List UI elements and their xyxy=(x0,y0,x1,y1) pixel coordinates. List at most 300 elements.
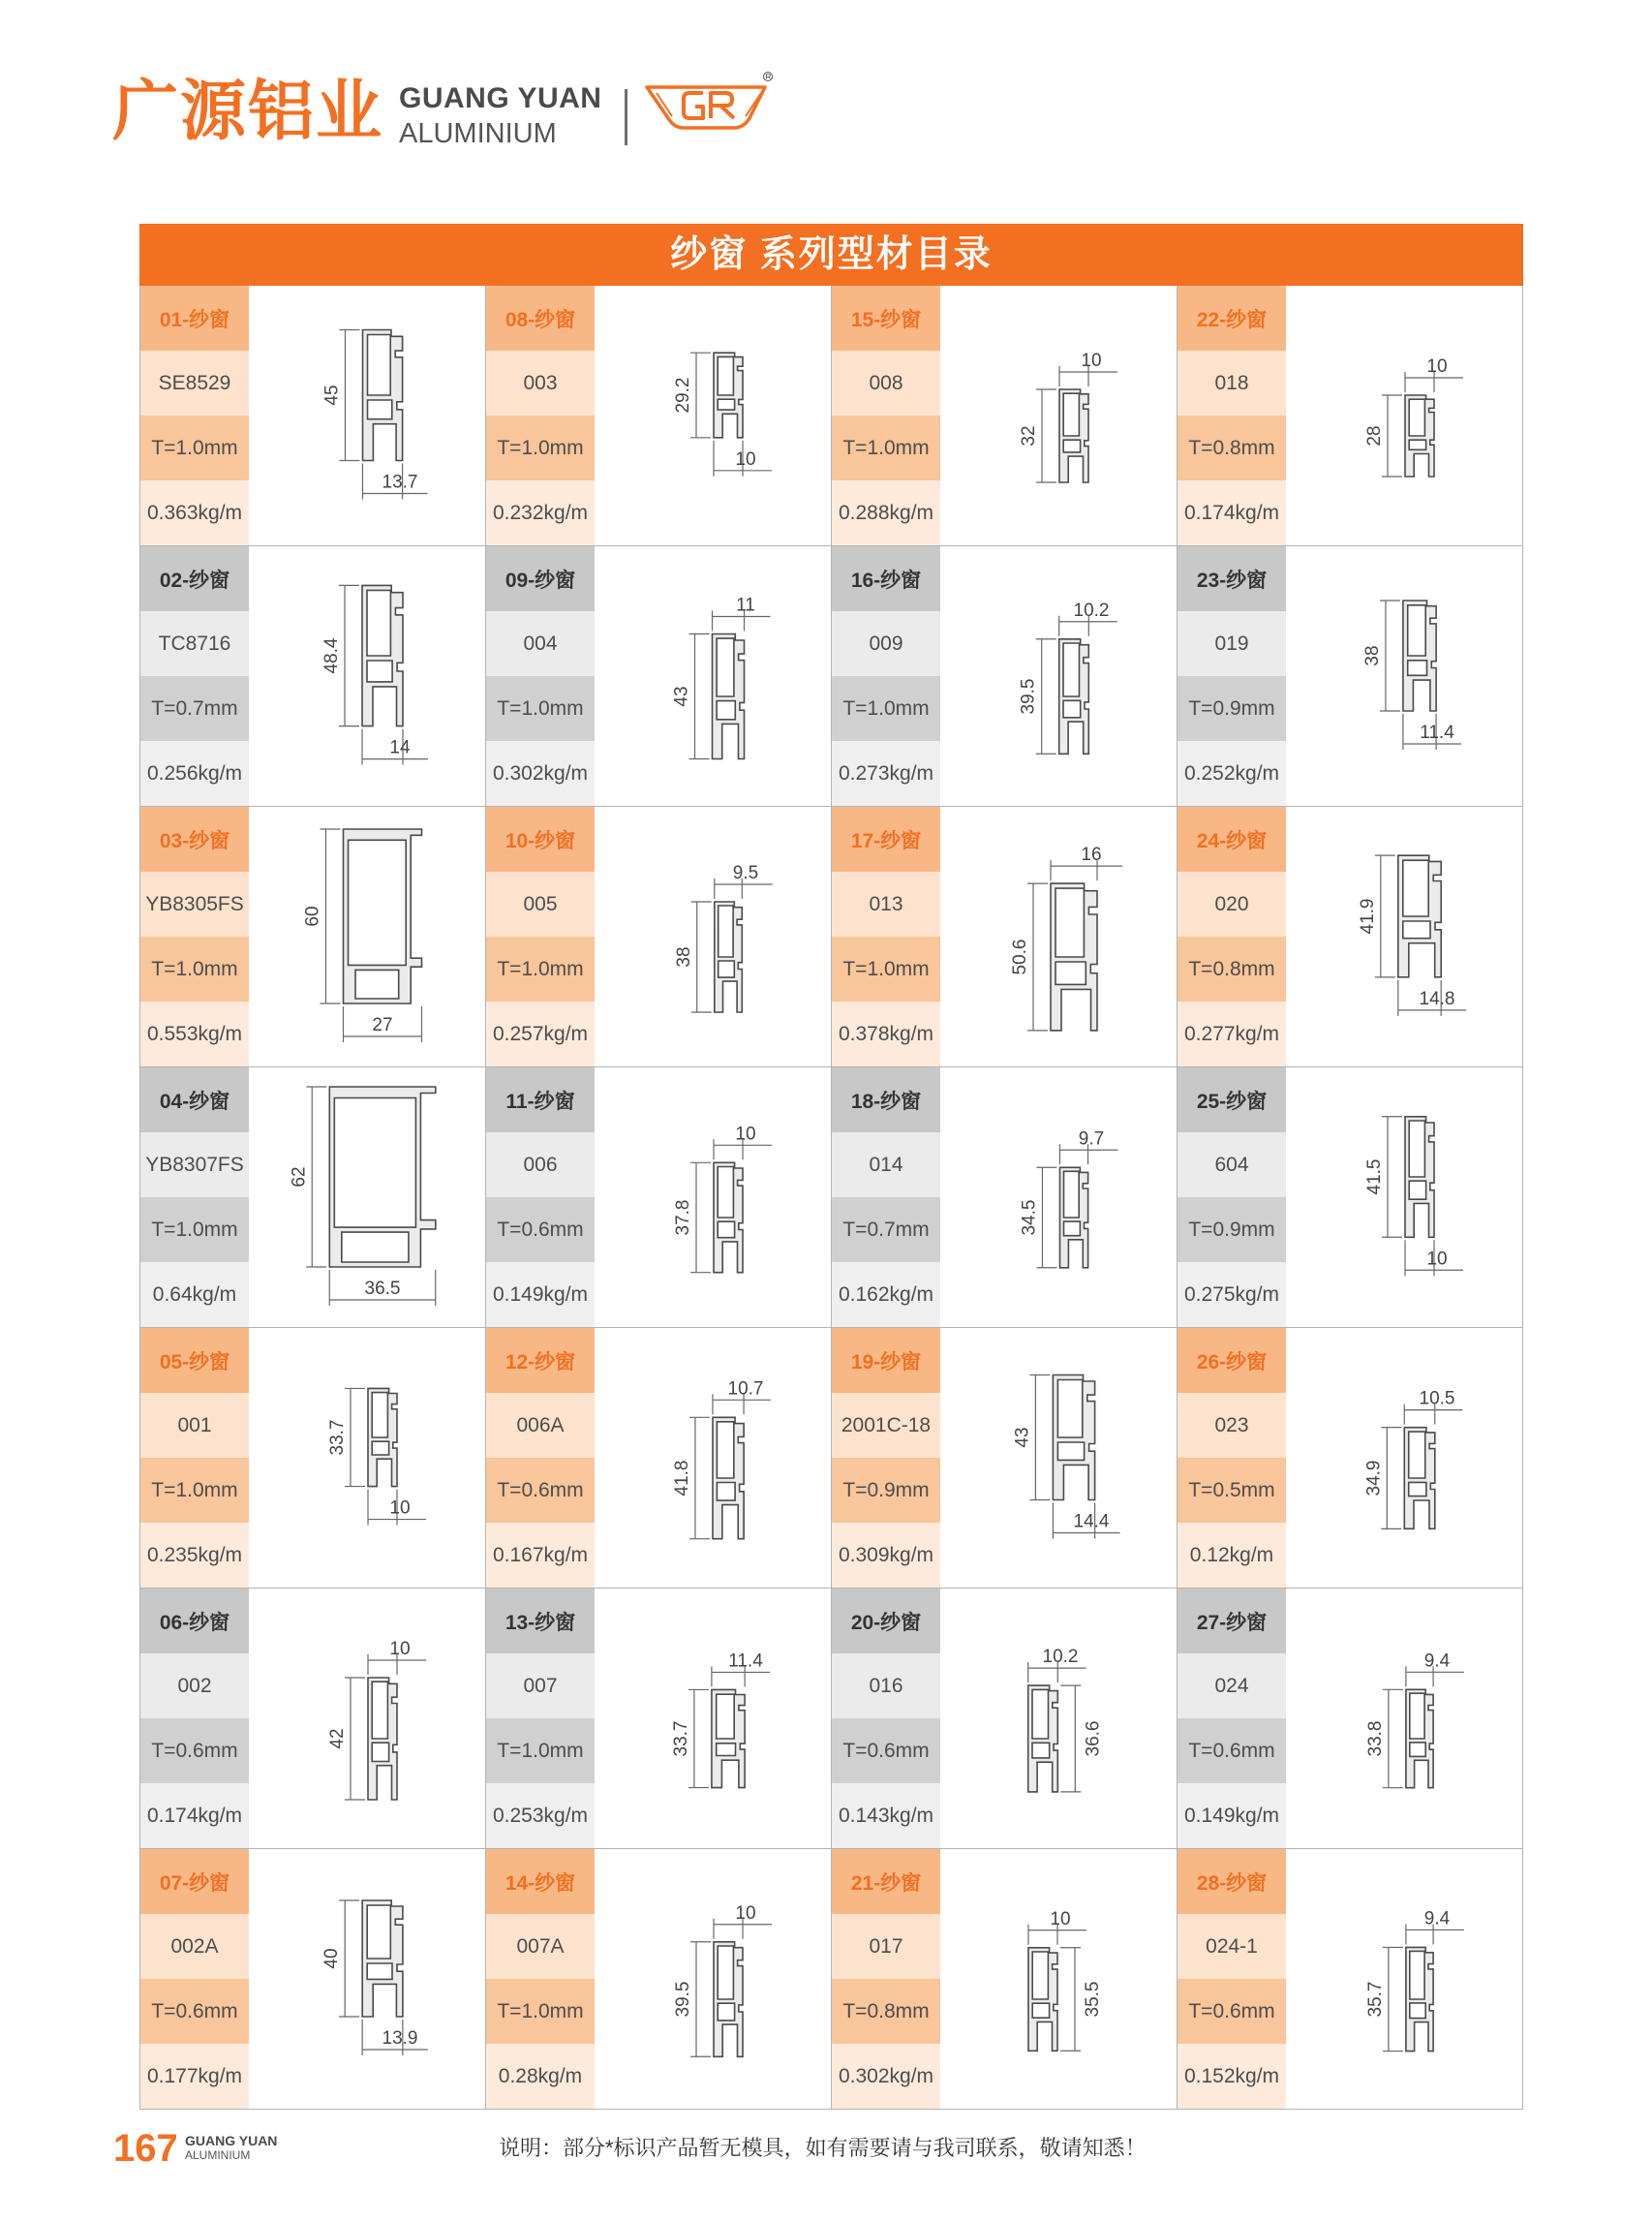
profile-drawing xyxy=(940,1067,1177,1327)
product-model: 023 xyxy=(1178,1393,1286,1458)
profile-drawing xyxy=(595,1328,831,1588)
unit-weight: 0.235kg/m xyxy=(140,1523,249,1588)
wall-thickness: T=1.0mm xyxy=(486,676,595,741)
wall-thickness: T=1.0mm xyxy=(832,416,940,480)
profile-shape xyxy=(1403,601,1436,711)
wall-thickness: T=1.0mm xyxy=(832,676,940,741)
unit-weight: 0.288kg/m xyxy=(832,480,940,545)
profile-shape xyxy=(713,634,745,759)
wall-thickness: T=1.0mm xyxy=(486,1718,595,1783)
unit-weight: 0.378kg/m xyxy=(832,1002,940,1066)
wall-thickness: T=1.0mm xyxy=(832,937,940,1002)
height-dimension-label: 39.5 xyxy=(673,1981,693,2018)
product-spec-labels xyxy=(486,1589,595,1848)
product-code: 10-纱窗 xyxy=(486,807,595,872)
unit-weight: 0.309kg/m xyxy=(832,1523,940,1588)
profile-shape xyxy=(1028,1948,1057,2052)
height-dimension-label: 41.9 xyxy=(1357,898,1378,935)
profile-cross-section xyxy=(595,1849,831,2109)
product-code: 08-纱窗 xyxy=(486,286,595,351)
product-cell xyxy=(140,546,486,807)
product-model: 013 xyxy=(832,872,940,937)
product-cell xyxy=(486,1067,832,1328)
wall-thickness: T=1.0mm xyxy=(140,1458,249,1523)
profile-cross-section xyxy=(940,1849,1177,2109)
unit-weight: 0.143kg/m xyxy=(832,1783,940,1848)
footer-brand-name: GUANG YUAN xyxy=(185,2133,278,2148)
width-dimension-label: 11.4 xyxy=(728,1651,763,1672)
page-number: 167 xyxy=(113,2127,178,2170)
catalog-title: 纱窗 系列型材目录 xyxy=(139,224,1523,286)
profile-drawing xyxy=(595,1067,831,1327)
product-spec-labels xyxy=(486,546,595,806)
height-dimension-label: 28 xyxy=(1364,425,1385,447)
footer-brand-name-sub: ALUMINIUM xyxy=(185,2148,251,2162)
width-dimension-label: 10 xyxy=(389,1497,411,1519)
product-model: 016 xyxy=(832,1653,940,1718)
product-spec-labels xyxy=(140,1328,249,1588)
unit-weight: 0.149kg/m xyxy=(1178,1783,1286,1848)
profile-shape xyxy=(1405,395,1434,477)
profile-cross-section xyxy=(940,807,1177,1066)
profile-cross-section xyxy=(940,1589,1177,1848)
width-dimension-label: 14.8 xyxy=(1419,988,1455,1009)
product-spec-labels xyxy=(140,546,249,806)
unit-weight: 0.257kg/m xyxy=(486,1002,595,1066)
product-cell xyxy=(140,1589,486,1849)
product-spec-labels xyxy=(1178,1849,1286,2109)
product-spec-labels xyxy=(140,1589,249,1848)
profile-drawing xyxy=(1286,1589,1522,1848)
profile-drawing xyxy=(1286,807,1522,1066)
product-code: 05-纱窗 xyxy=(140,1328,249,1393)
profile-drawing xyxy=(249,807,485,1066)
brand-logo-mark-icon xyxy=(643,70,775,141)
product-cell xyxy=(832,1589,1178,1849)
product-cell xyxy=(832,1328,1178,1589)
profile-shape xyxy=(362,585,403,725)
width-dimension-label: 13.7 xyxy=(382,472,418,493)
product-code: 17-纱窗 xyxy=(832,807,940,872)
product-cell xyxy=(832,807,1178,1067)
profile-shape xyxy=(1028,1685,1058,1792)
wall-thickness: T=1.0mm xyxy=(486,416,595,480)
product-cell xyxy=(486,807,832,1067)
profile-drawing xyxy=(940,1328,1177,1588)
wall-thickness: T=0.6mm xyxy=(832,1718,940,1783)
wall-thickness: T=1.0mm xyxy=(140,1197,249,1262)
product-code: 16-纱窗 xyxy=(832,546,940,611)
product-spec-labels xyxy=(832,1067,940,1327)
width-dimension-label: 10 xyxy=(1050,1908,1071,1929)
product-spec-labels xyxy=(832,546,940,806)
product-model: 006A xyxy=(486,1393,595,1458)
width-dimension-label: 36.5 xyxy=(364,1279,401,1299)
width-dimension-label: 10 xyxy=(735,448,756,470)
product-spec-labels xyxy=(1178,1328,1286,1588)
width-dimension-label: 10.5 xyxy=(1419,1388,1455,1409)
height-dimension-label: 40 xyxy=(321,1948,343,1969)
product-cell xyxy=(1178,1849,1523,2110)
unit-weight: 0.167kg/m xyxy=(486,1523,595,1588)
product-code: 21-纱窗 xyxy=(832,1849,940,1914)
height-dimension-label: 33.7 xyxy=(670,1720,691,1757)
product-model: 002A xyxy=(140,1914,249,1979)
width-dimension-label: 27 xyxy=(372,1015,393,1035)
wall-thickness: T=0.8mm xyxy=(1178,416,1286,480)
height-dimension-label: 38 xyxy=(1361,645,1383,666)
product-model: 020 xyxy=(1178,872,1286,937)
height-dimension-label: 43 xyxy=(1012,1427,1033,1448)
unit-weight: 0.275kg/m xyxy=(1178,1262,1286,1327)
width-dimension-label: 10 xyxy=(1081,351,1102,371)
profile-shape xyxy=(362,1900,403,2017)
profile-drawing xyxy=(595,1589,831,1848)
height-dimension-label: 48.4 xyxy=(321,637,342,674)
product-code: 03-纱窗 xyxy=(140,807,249,872)
unit-weight: 0.12kg/m xyxy=(1178,1523,1286,1588)
profile-cross-section xyxy=(249,1067,485,1327)
width-dimension-label: 10 xyxy=(389,1639,411,1659)
wall-thickness: T=0.7mm xyxy=(140,676,249,741)
wall-thickness: T=0.5mm xyxy=(1178,1458,1286,1523)
product-model: 024-1 xyxy=(1178,1914,1286,1979)
profile-drawing xyxy=(249,286,485,545)
height-dimension-label: 43 xyxy=(671,686,692,707)
product-model: SE8529 xyxy=(140,351,249,416)
product-spec-labels xyxy=(1178,807,1286,1066)
profile-shape xyxy=(1059,639,1089,755)
product-cell xyxy=(832,1067,1178,1328)
profile-shape xyxy=(1405,1117,1434,1238)
product-code: 18-纱窗 xyxy=(832,1067,940,1132)
product-model: 001 xyxy=(140,1393,249,1458)
profile-cross-section xyxy=(249,1589,485,1848)
width-dimension-label: 9.4 xyxy=(1423,1908,1451,1929)
footer-note: 说明：部分*标识产品暂无模具，如有需要请与我司联系，敬请知悉！ xyxy=(499,2136,1147,2160)
product-spec-labels xyxy=(832,1589,940,1848)
wall-thickness: T=0.7mm xyxy=(832,1197,940,1262)
product-model: 014 xyxy=(832,1132,940,1197)
product-catalog-grid xyxy=(139,286,1523,2110)
width-dimension-label: 10 xyxy=(735,1124,756,1145)
unit-weight: 0.253kg/m xyxy=(486,1783,595,1848)
width-dimension-label: 11 xyxy=(736,595,755,616)
unit-weight: 0.256kg/m xyxy=(140,741,249,806)
wall-thickness: T=0.8mm xyxy=(1178,937,1286,1002)
width-dimension-label: 11.4 xyxy=(1420,723,1454,743)
profile-shape xyxy=(363,330,403,461)
profile-drawing xyxy=(595,286,831,545)
profile-shape xyxy=(1053,1375,1094,1500)
height-dimension-label: 39.5 xyxy=(1018,678,1039,715)
product-model: TC8716 xyxy=(140,611,249,676)
product-spec-labels xyxy=(140,286,249,545)
profile-cross-section xyxy=(249,1328,485,1588)
profile-shape xyxy=(714,1162,743,1272)
unit-weight: 0.162kg/m xyxy=(832,1262,940,1327)
product-model: 017 xyxy=(832,1914,940,1979)
profile-shape xyxy=(712,1689,745,1787)
profile-shape xyxy=(1398,855,1441,977)
product-code: 27-纱窗 xyxy=(1178,1589,1286,1653)
profile-cross-section xyxy=(1286,1589,1522,1848)
profile-cross-section xyxy=(249,286,485,545)
width-dimension-label: 14.4 xyxy=(1073,1511,1110,1532)
width-dimension-label: 10 xyxy=(735,1902,756,1924)
product-code: 26-纱窗 xyxy=(1178,1328,1286,1393)
height-dimension-label: 50.6 xyxy=(1010,939,1030,975)
profile-cross-section xyxy=(1286,807,1522,1066)
unit-weight: 0.64kg/m xyxy=(140,1262,249,1327)
unit-weight: 0.149kg/m xyxy=(486,1262,595,1327)
product-code: 01-纱窗 xyxy=(140,286,249,351)
unit-weight: 0.553kg/m xyxy=(140,1002,249,1066)
product-spec-labels xyxy=(832,807,940,1066)
product-cell xyxy=(140,1067,486,1328)
product-spec-labels xyxy=(486,1328,595,1588)
height-dimension-label: 32 xyxy=(1019,425,1039,447)
profile-drawing xyxy=(595,807,831,1066)
product-model: 006 xyxy=(486,1132,595,1197)
wall-thickness: T=0.6mm xyxy=(140,1979,249,2044)
unit-weight: 0.232kg/m xyxy=(486,480,595,545)
wall-thickness: T=1.0mm xyxy=(486,937,595,1002)
profile-cross-section xyxy=(249,546,485,806)
height-dimension-label: 41.5 xyxy=(1364,1158,1385,1195)
profile-cross-section xyxy=(249,1849,485,2109)
profile-drawing xyxy=(940,807,1177,1066)
height-dimension-label: 35.5 xyxy=(1083,1981,1103,2018)
header-divider xyxy=(625,89,627,145)
product-model: 002 xyxy=(140,1653,249,1718)
product-code: 15-纱窗 xyxy=(832,286,940,351)
profile-cross-section xyxy=(595,1589,831,1848)
wall-thickness: T=0.9mm xyxy=(1178,676,1286,741)
wall-thickness: T=0.6mm xyxy=(486,1458,595,1523)
profile-drawing xyxy=(940,546,1177,806)
profile-drawing xyxy=(940,1589,1177,1848)
profile-shape xyxy=(713,1417,744,1538)
product-cell xyxy=(140,286,486,546)
profile-shape xyxy=(344,829,422,1003)
profile-shape xyxy=(714,353,743,438)
unit-weight: 0.28kg/m xyxy=(486,2044,595,2109)
profile-drawing xyxy=(249,1849,485,2109)
profile-drawing xyxy=(595,546,831,806)
product-cell xyxy=(140,1328,486,1589)
profile-shape xyxy=(368,1678,397,1800)
product-code: 24-纱窗 xyxy=(1178,807,1286,872)
profile-cross-section xyxy=(595,286,831,545)
product-spec-labels xyxy=(1178,286,1286,545)
product-code: 02-纱窗 xyxy=(140,546,249,611)
profile-shape xyxy=(1059,389,1088,482)
product-cell xyxy=(486,1328,832,1589)
product-code: 06-纱窗 xyxy=(140,1589,249,1653)
brand-name-chinese: 广源铝业 xyxy=(112,74,384,150)
product-cell xyxy=(832,286,1178,546)
height-dimension-label: 29.2 xyxy=(673,377,693,414)
height-dimension-label: 38 xyxy=(673,946,694,968)
profile-cross-section xyxy=(595,546,831,806)
profile-cross-section xyxy=(1286,286,1522,545)
profile-drawing xyxy=(249,546,485,806)
product-model: 007 xyxy=(486,1653,595,1718)
product-model: 004 xyxy=(486,611,595,676)
profile-cross-section xyxy=(1286,1067,1522,1327)
wall-thickness: T=0.9mm xyxy=(832,1458,940,1523)
profile-cross-section xyxy=(940,1328,1177,1588)
height-dimension-label: 34.9 xyxy=(1363,1460,1385,1497)
product-cell xyxy=(486,546,832,807)
unit-weight: 0.152kg/m xyxy=(1178,2044,1286,2109)
wall-thickness: T=0.6mm xyxy=(140,1718,249,1783)
profile-shape xyxy=(329,1087,436,1267)
height-dimension-label: 33.8 xyxy=(1364,1720,1386,1757)
product-code: 25-纱窗 xyxy=(1178,1067,1286,1132)
wall-thickness: T=1.0mm xyxy=(486,1979,595,2044)
profile-drawing xyxy=(1286,1328,1522,1588)
wall-thickness: T=0.9mm xyxy=(1178,1197,1286,1262)
product-model: 604 xyxy=(1178,1132,1286,1197)
product-cell xyxy=(486,1589,832,1849)
product-code: 28-纱窗 xyxy=(1178,1849,1286,1914)
product-cell xyxy=(1178,286,1523,546)
profile-shape xyxy=(1406,1689,1433,1787)
product-cell xyxy=(832,546,1178,807)
profile-drawing xyxy=(1286,1849,1522,2109)
wall-thickness: T=0.6mm xyxy=(486,1197,595,1262)
height-dimension-label: 62 xyxy=(289,1166,310,1188)
width-dimension-label: 10 xyxy=(1426,356,1448,377)
height-dimension-label: 45 xyxy=(321,385,343,406)
product-code: 09-纱窗 xyxy=(486,546,595,611)
product-spec-labels xyxy=(832,1328,940,1588)
width-dimension-label: 10.7 xyxy=(727,1378,764,1400)
product-cell xyxy=(832,1849,1178,2110)
unit-weight: 0.174kg/m xyxy=(1178,480,1286,545)
product-model: 018 xyxy=(1178,351,1286,416)
product-spec-labels xyxy=(486,807,595,1066)
product-spec-labels xyxy=(486,1067,595,1327)
product-cell xyxy=(486,286,832,546)
profile-shape xyxy=(368,1388,397,1486)
width-dimension-label: 16 xyxy=(1081,845,1102,866)
profile-cross-section xyxy=(595,1067,831,1327)
product-cell xyxy=(1178,807,1523,1067)
wall-thickness: T=1.0mm xyxy=(140,937,249,1002)
profile-drawing xyxy=(249,1067,485,1327)
product-code: 07-纱窗 xyxy=(140,1849,249,1914)
product-cell xyxy=(1178,546,1523,807)
product-code: 19-纱窗 xyxy=(832,1328,940,1393)
unit-weight: 0.177kg/m xyxy=(140,2044,249,2109)
product-model: 003 xyxy=(486,351,595,416)
profile-shape xyxy=(1060,1167,1088,1268)
product-code: 12-纱窗 xyxy=(486,1328,595,1393)
profile-drawing xyxy=(940,286,1177,545)
unit-weight: 0.273kg/m xyxy=(832,741,940,806)
wall-thickness: T=0.6mm xyxy=(1178,1718,1286,1783)
width-dimension-label: 9.4 xyxy=(1423,1651,1451,1672)
unit-weight: 0.277kg/m xyxy=(1178,1002,1286,1066)
profile-shape xyxy=(715,902,743,1012)
brand-name-english-sub: ALUMINIUM xyxy=(399,118,557,149)
product-cell xyxy=(1178,1589,1523,1849)
width-dimension-label: 14 xyxy=(389,737,411,758)
width-dimension-label: 10.2 xyxy=(1073,600,1110,621)
unit-weight: 0.252kg/m xyxy=(1178,741,1286,806)
product-code: 13-纱窗 xyxy=(486,1589,595,1653)
product-spec-labels xyxy=(140,807,249,1066)
profile-cross-section xyxy=(1286,1849,1522,2109)
height-dimension-label: 36.6 xyxy=(1083,1720,1104,1757)
product-spec-labels xyxy=(1178,546,1286,806)
profile-drawing xyxy=(249,1328,485,1588)
profile-cross-section xyxy=(249,807,485,1066)
brand-name-english: GUANG YUAN xyxy=(399,82,602,114)
product-code: 22-纱窗 xyxy=(1178,286,1286,351)
product-spec-labels xyxy=(832,286,940,545)
product-model: 2001C-18 xyxy=(832,1393,940,1458)
profile-cross-section xyxy=(940,546,1177,806)
profile-shape xyxy=(1404,1428,1435,1529)
product-model: YB8307FS xyxy=(140,1132,249,1197)
product-spec-labels xyxy=(140,1067,249,1327)
profile-drawing xyxy=(940,1849,1177,2109)
profile-drawing xyxy=(1286,286,1522,545)
height-dimension-label: 60 xyxy=(302,906,323,927)
product-code: 20-纱窗 xyxy=(832,1589,940,1653)
product-cell xyxy=(140,807,486,1067)
height-dimension-label: 33.7 xyxy=(327,1419,348,1456)
profile-shape xyxy=(714,1942,743,2057)
product-model: 007A xyxy=(486,1914,595,1979)
profile-cross-section xyxy=(1286,1328,1522,1588)
product-model: YB8305FS xyxy=(140,872,249,937)
profile-cross-section xyxy=(595,807,831,1066)
width-dimension-label: 10 xyxy=(1426,1249,1448,1270)
unit-weight: 0.174kg/m xyxy=(140,1783,249,1848)
height-dimension-label: 42 xyxy=(327,1728,348,1749)
profile-shape xyxy=(1406,1947,1433,2051)
product-spec-labels xyxy=(140,1849,249,2109)
product-model: 024 xyxy=(1178,1653,1286,1718)
product-spec-labels xyxy=(486,1849,595,2109)
product-code: 23-纱窗 xyxy=(1178,546,1286,611)
unit-weight: 0.302kg/m xyxy=(486,741,595,806)
height-dimension-label: 41.8 xyxy=(671,1460,692,1497)
width-dimension-label: 9.7 xyxy=(1078,1128,1105,1150)
product-cell xyxy=(486,1849,832,2110)
product-cell xyxy=(140,1849,486,2110)
product-code: 14-纱窗 xyxy=(486,1849,595,1914)
product-model: 005 xyxy=(486,872,595,937)
unit-weight: 0.363kg/m xyxy=(140,480,249,545)
product-cell xyxy=(1178,1328,1523,1589)
width-dimension-label: 13.9 xyxy=(382,2028,418,2049)
profile-shape xyxy=(1051,883,1097,1031)
profile-drawing xyxy=(1286,546,1522,806)
wall-thickness: T=0.8mm xyxy=(832,1979,940,2044)
profile-cross-section xyxy=(595,1328,831,1588)
product-spec-labels xyxy=(832,1849,940,2109)
unit-weight: 0.302kg/m xyxy=(832,2044,940,2109)
profile-drawing xyxy=(595,1849,831,2109)
wall-thickness: T=1.0mm xyxy=(140,416,249,480)
product-model: 008 xyxy=(832,351,940,416)
